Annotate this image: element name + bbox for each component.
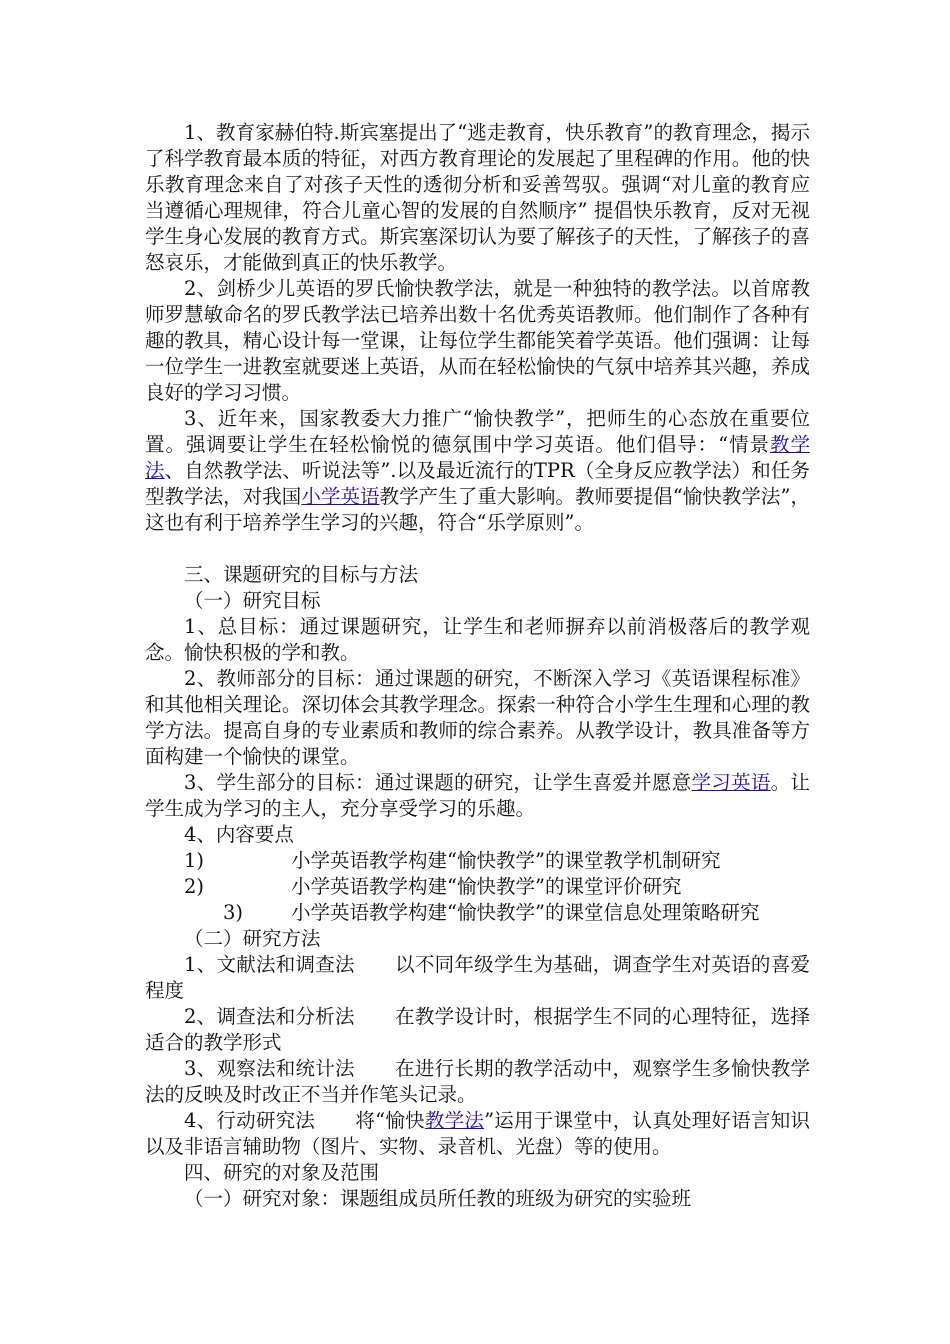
method-literature [145, 952, 810, 1004]
section-heading-subjects: 四、研究的对象及范围 [184, 1161, 380, 1184]
subheading-research-subjects: （一）研究对象：课题组成员所任教的班级为研究的实验班 [184, 1187, 692, 1210]
paragraph-happy-teaching [145, 406, 810, 536]
link-teaching-method[interactable]: 教学法 [145, 433, 810, 482]
link-learn-english[interactable]: 学习英语 [691, 771, 771, 794]
document-page [145, 120, 810, 1212]
goal-overall: 1、总目标：通过课题研究，让学生和老师摒弃以前消极落后的教学观念。愉快积极的学和教。 [145, 615, 810, 664]
method-label: 4、行动研究法 [184, 1109, 316, 1132]
paragraph-spencer: 1、教育家赫伯特.斯宾塞提出了“逃走教育，快乐教育”的教育理念，揭示了科学教育最本质的特征，对西方教育理论的发展起了里程碑的作用。他的快乐教育理念来自了对孩子天性的透彻分析和妥善驾驭。强调“对儿童的教育应当遵循心理规律，符合儿童心智的发展的自然顺序” 提倡快乐教育，反对无视学生身心发展的教育方式。斯宾塞深切认为要了解孩子的天性，了解孩子的喜怒哀乐，才能做到真正的快乐教学。 [145, 121, 810, 274]
method-observation [145, 1056, 810, 1108]
content-point [145, 874, 810, 900]
text-segment: 、自然教学法、听说法等”.以及最近流行的TPR（全身反应教学法）和任务型教学法，对我国 [145, 459, 810, 508]
link-primary-english[interactable]: 小学英语 [301, 485, 380, 508]
text-segment: 3、近年来，国家教委大力推广“愉快教学”，把师生的心态放在重要位置。强调要让学生在轻松愉悦的德氛围中学习英语。他们倡导：“情景 [145, 407, 810, 456]
method-label: 3、观察法和统计法 [184, 1057, 355, 1080]
subheading-methods: （二）研究方法 [184, 927, 321, 950]
point-number: 3) [223, 901, 244, 924]
method-action-research [145, 1108, 810, 1160]
content-point [145, 900, 810, 926]
point-number: 1) [184, 849, 205, 872]
text-segment: ”运用于课堂中，认真处理好语言知识以及非语言辅助物（图片、实物、录音机、光盘）等的使用。 [145, 1109, 810, 1158]
text-segment: 。让学生成为学习的主人，充分享受学习的乐趣。 [145, 771, 810, 820]
paragraph-cambridge: 2、剑桥少儿英语的罗氏愉快教学法，就是一种独特的教学法。以首席教师罗慧敏命名的罗氏教学法已培养出数十名优秀英语教师。他们制作了各种有趣的教具，精心设计每一堂课，让每位学生都能笑着学英语。他们强调：让每一位学生一进教室就要迷上英语，从而在轻松愉快的气氛中培养其兴趣，养成良好的学习习惯。 [145, 277, 810, 404]
goal-students [145, 770, 810, 822]
method-label: 1、文献法和调查法 [184, 953, 355, 976]
subheading-goals: （一）研究目标 [184, 589, 321, 612]
content-point [145, 848, 810, 874]
method-label: 2、调查法和分析法 [184, 1005, 355, 1028]
text-segment: 将“愉快 [355, 1109, 425, 1132]
method-text: 在进行长期的教学活动中，观察学生多愉快教学法的反映及时改正不当并作笔头记录。 [145, 1057, 810, 1106]
point-text: 小学英语教学构建“愉快教学”的课堂信息处理策略研究 [291, 901, 760, 924]
goal-teachers: 2、教师部分的目标：通过课题的研究，不断深入学习《英语课程标准》和其他相关理论。深切体会其教学理念。探索一种符合小学生生理和心理的教学方法。提高自身的专业素质和教师的综合素养。从教学设计，教具准备等方面构建一个愉快的课堂。 [145, 667, 810, 768]
content-points-heading: 4、内容要点 [184, 823, 294, 846]
text-segment: 3、学生部分的目标：通过课题的研究，让学生喜爱并愿意 [184, 771, 692, 794]
link-teaching-method-2[interactable]: 教学法 [424, 1109, 485, 1132]
section-heading-goals-methods: 三、课题研究的目标与方法 [184, 563, 419, 586]
point-number: 2) [184, 875, 205, 898]
point-text: 小学英语教学构建“愉快教学”的课堂教学机制研究 [291, 849, 721, 872]
method-text: 在教学设计时，根据学生不同的心理特征，选择适合的教学形式 [145, 1005, 810, 1054]
blank-line [145, 536, 810, 562]
point-text: 小学英语教学构建“愉快教学”的课堂评价研究 [291, 875, 682, 898]
text-segment: 教学产生了重大影响。教师要提倡“愉快教学法”，这也有利于培养学生学习的兴趣，符合“乐学原则”。 [145, 485, 810, 534]
method-survey [145, 1004, 810, 1056]
method-text: 以不同年级学生为基础，调查学生对英语的喜爱程度 [145, 953, 810, 1002]
